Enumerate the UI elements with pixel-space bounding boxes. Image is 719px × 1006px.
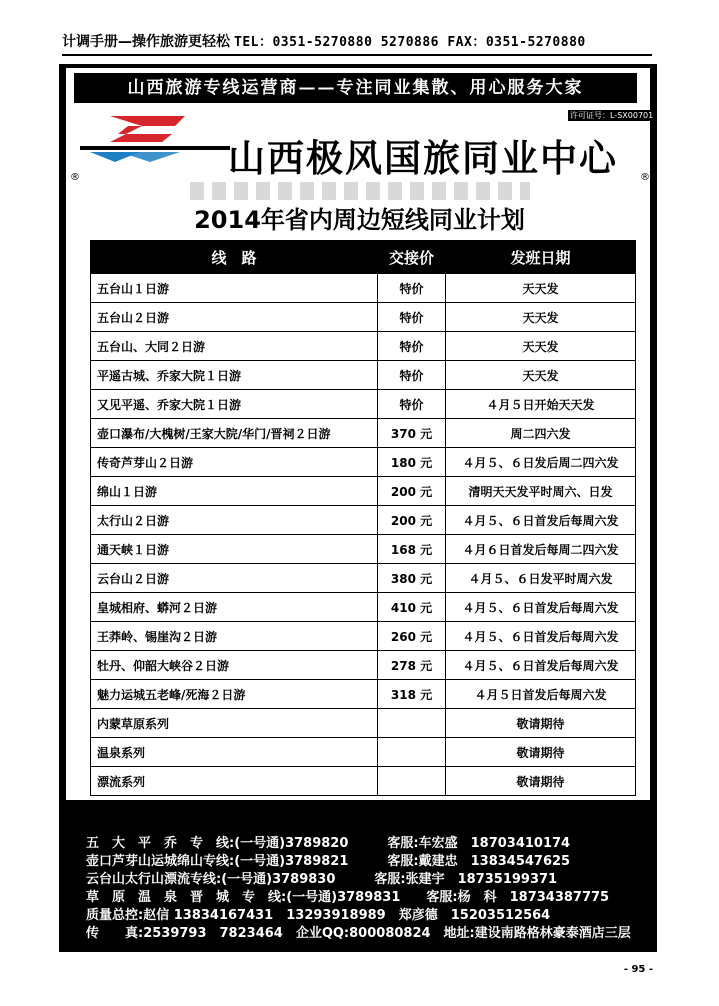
date-cell: ４月５、６日首发后每周六发: [446, 506, 636, 535]
date-cell: 敬请期待: [446, 767, 636, 796]
price-cell: [378, 709, 446, 738]
page-number: - 95 -: [623, 964, 653, 975]
price-cell: 200 元: [378, 477, 446, 506]
price-cell: 168 元: [378, 535, 446, 564]
route-cell: 太行山２日游: [91, 506, 378, 535]
table-row: [91, 738, 636, 767]
price-cell: 特价: [378, 361, 446, 390]
footer-line: 质量总控:赵信 13834167431 13293918989 郑彦德 15203512564: [86, 908, 551, 923]
date-cell: 天天发: [446, 274, 636, 303]
table-row: [91, 564, 636, 593]
table-row: [91, 477, 636, 506]
table-row: [91, 709, 636, 738]
table-row: [91, 390, 636, 419]
table-row: [91, 535, 636, 564]
date-cell: ４月５、６日首发后每周六发: [446, 593, 636, 622]
route-cell: 通天峡１日游: [91, 535, 378, 564]
price-cell: 180 元: [378, 448, 446, 477]
table-row: [91, 593, 636, 622]
date-cell: ４月５、６日首发后每周六发: [446, 651, 636, 680]
license-number: 许可证号：L-SX00701: [570, 111, 654, 120]
table-row: [91, 303, 636, 332]
date-cell: 天天发: [446, 332, 636, 361]
top-header: [62, 30, 652, 56]
reg-mark-right: ®: [640, 172, 650, 183]
reg-mark-left: ®: [70, 172, 80, 183]
company-name: 山西极风国旅同业中心: [228, 136, 618, 180]
price-cell: 200 元: [378, 506, 446, 535]
route-cell: 漂流系列: [91, 767, 378, 796]
footer-line: 传 真:2539793 7823464 企业QQ:800080824 地址:建设南路格林豪泰酒店三层: [86, 926, 631, 941]
price-cell: 370 元: [378, 419, 446, 448]
route-cell: 温泉系列: [91, 738, 378, 767]
route-cell: 平遥古城、乔家大院１日游: [91, 361, 378, 390]
table-row: [91, 680, 636, 709]
date-cell: 敬请期待: [446, 738, 636, 767]
price-cell: 318 元: [378, 680, 446, 709]
date-cell: 天天发: [446, 303, 636, 332]
date-cell: ４月６日首发后每周二四六发: [446, 535, 636, 564]
price-cell: 380 元: [378, 564, 446, 593]
date-cell: ４月５日首发后每周六发: [446, 680, 636, 709]
manual-slogan: 计调手册—操作旅游更轻松: [62, 34, 230, 50]
route-cell: 牡丹、仰韶大峡谷２日游: [91, 651, 378, 680]
price-cell: 特价: [378, 274, 446, 303]
table-row: [91, 767, 636, 796]
contact-footer: [86, 835, 646, 943]
price-cell: 特价: [378, 332, 446, 361]
route-cell: 又见平遥、乔家大院１日游: [91, 390, 378, 419]
footer-line: 草 原 温 泉 晋 城 专 线:(一号通)3789831 客服:杨 科 18734387775: [86, 890, 610, 905]
route-cell: 绵山１日游: [91, 477, 378, 506]
table-row: [91, 419, 636, 448]
price-cell: 特价: [378, 303, 446, 332]
price-cell: 260 元: [378, 622, 446, 651]
route-cell: 魅力运城五老峰/死海２日游: [91, 680, 378, 709]
route-cell: 内蒙草原系列: [91, 709, 378, 738]
footer-line: 云台山太行山漂流专线:(一号通)3789830 客服:张建宇 18735199371: [86, 872, 558, 887]
contact-numbers: TEL：0351-5270880 5270886 FAX：0351-5270880: [234, 35, 586, 50]
header-date: 发班日期: [446, 241, 636, 274]
page-title: 2014年省内周边短线同业计划: [194, 206, 525, 234]
route-cell: 皇城相府、蟒河２日游: [91, 593, 378, 622]
route-table: [90, 240, 636, 796]
route-cell: 五台山２日游: [91, 303, 378, 332]
route-cell: 云台山２日游: [91, 564, 378, 593]
date-cell: ４月５、６日发后周二四六发: [446, 448, 636, 477]
price-cell: 410 元: [378, 593, 446, 622]
slogan-banner: 山西旅游专线运营商——专注同业集散、用心服务大家: [74, 73, 637, 103]
watermark-pattern: [190, 182, 530, 200]
header-price: 交接价: [378, 241, 446, 274]
table-row: [91, 622, 636, 651]
price-cell: 特价: [378, 390, 446, 419]
header-route: 线 路: [91, 241, 378, 274]
date-cell: 天天发: [446, 361, 636, 390]
price-cell: [378, 767, 446, 796]
route-cell: 五台山、大同２日游: [91, 332, 378, 361]
route-cell: 壶口瀑布/大槐树/王家大院/华门/晋祠２日游: [91, 419, 378, 448]
table-row: [91, 332, 636, 361]
date-cell: 敬请期待: [446, 709, 636, 738]
date-cell: ４月５、６日发平时周六发: [446, 564, 636, 593]
table-row: [91, 361, 636, 390]
date-cell: ４月５、６日首发后每周六发: [446, 622, 636, 651]
date-cell: 周二四六发: [446, 419, 636, 448]
route-cell: 五台山１日游: [91, 274, 378, 303]
company-logo-icon: [80, 112, 230, 164]
table-row: [91, 651, 636, 680]
price-cell: 278 元: [378, 651, 446, 680]
route-cell: 传奇芦芽山２日游: [91, 448, 378, 477]
route-cell: 王莽岭、锡崖沟２日游: [91, 622, 378, 651]
footer-line: 壶口芦芽山运城绵山专线:(一号通)3789821 客服:戴建忠 13834547625: [86, 854, 571, 869]
date-cell: ４月５日开始天天发: [446, 390, 636, 419]
footer-line: 五 大 平 乔 专 线:(一号通)3789820 客服:车宏盛 18703410174: [86, 836, 571, 851]
table-row: [91, 506, 636, 535]
table-row: [91, 274, 636, 303]
date-cell: 清明天天发平时周六、日发: [446, 477, 636, 506]
table-row: [91, 448, 636, 477]
price-cell: [378, 738, 446, 767]
